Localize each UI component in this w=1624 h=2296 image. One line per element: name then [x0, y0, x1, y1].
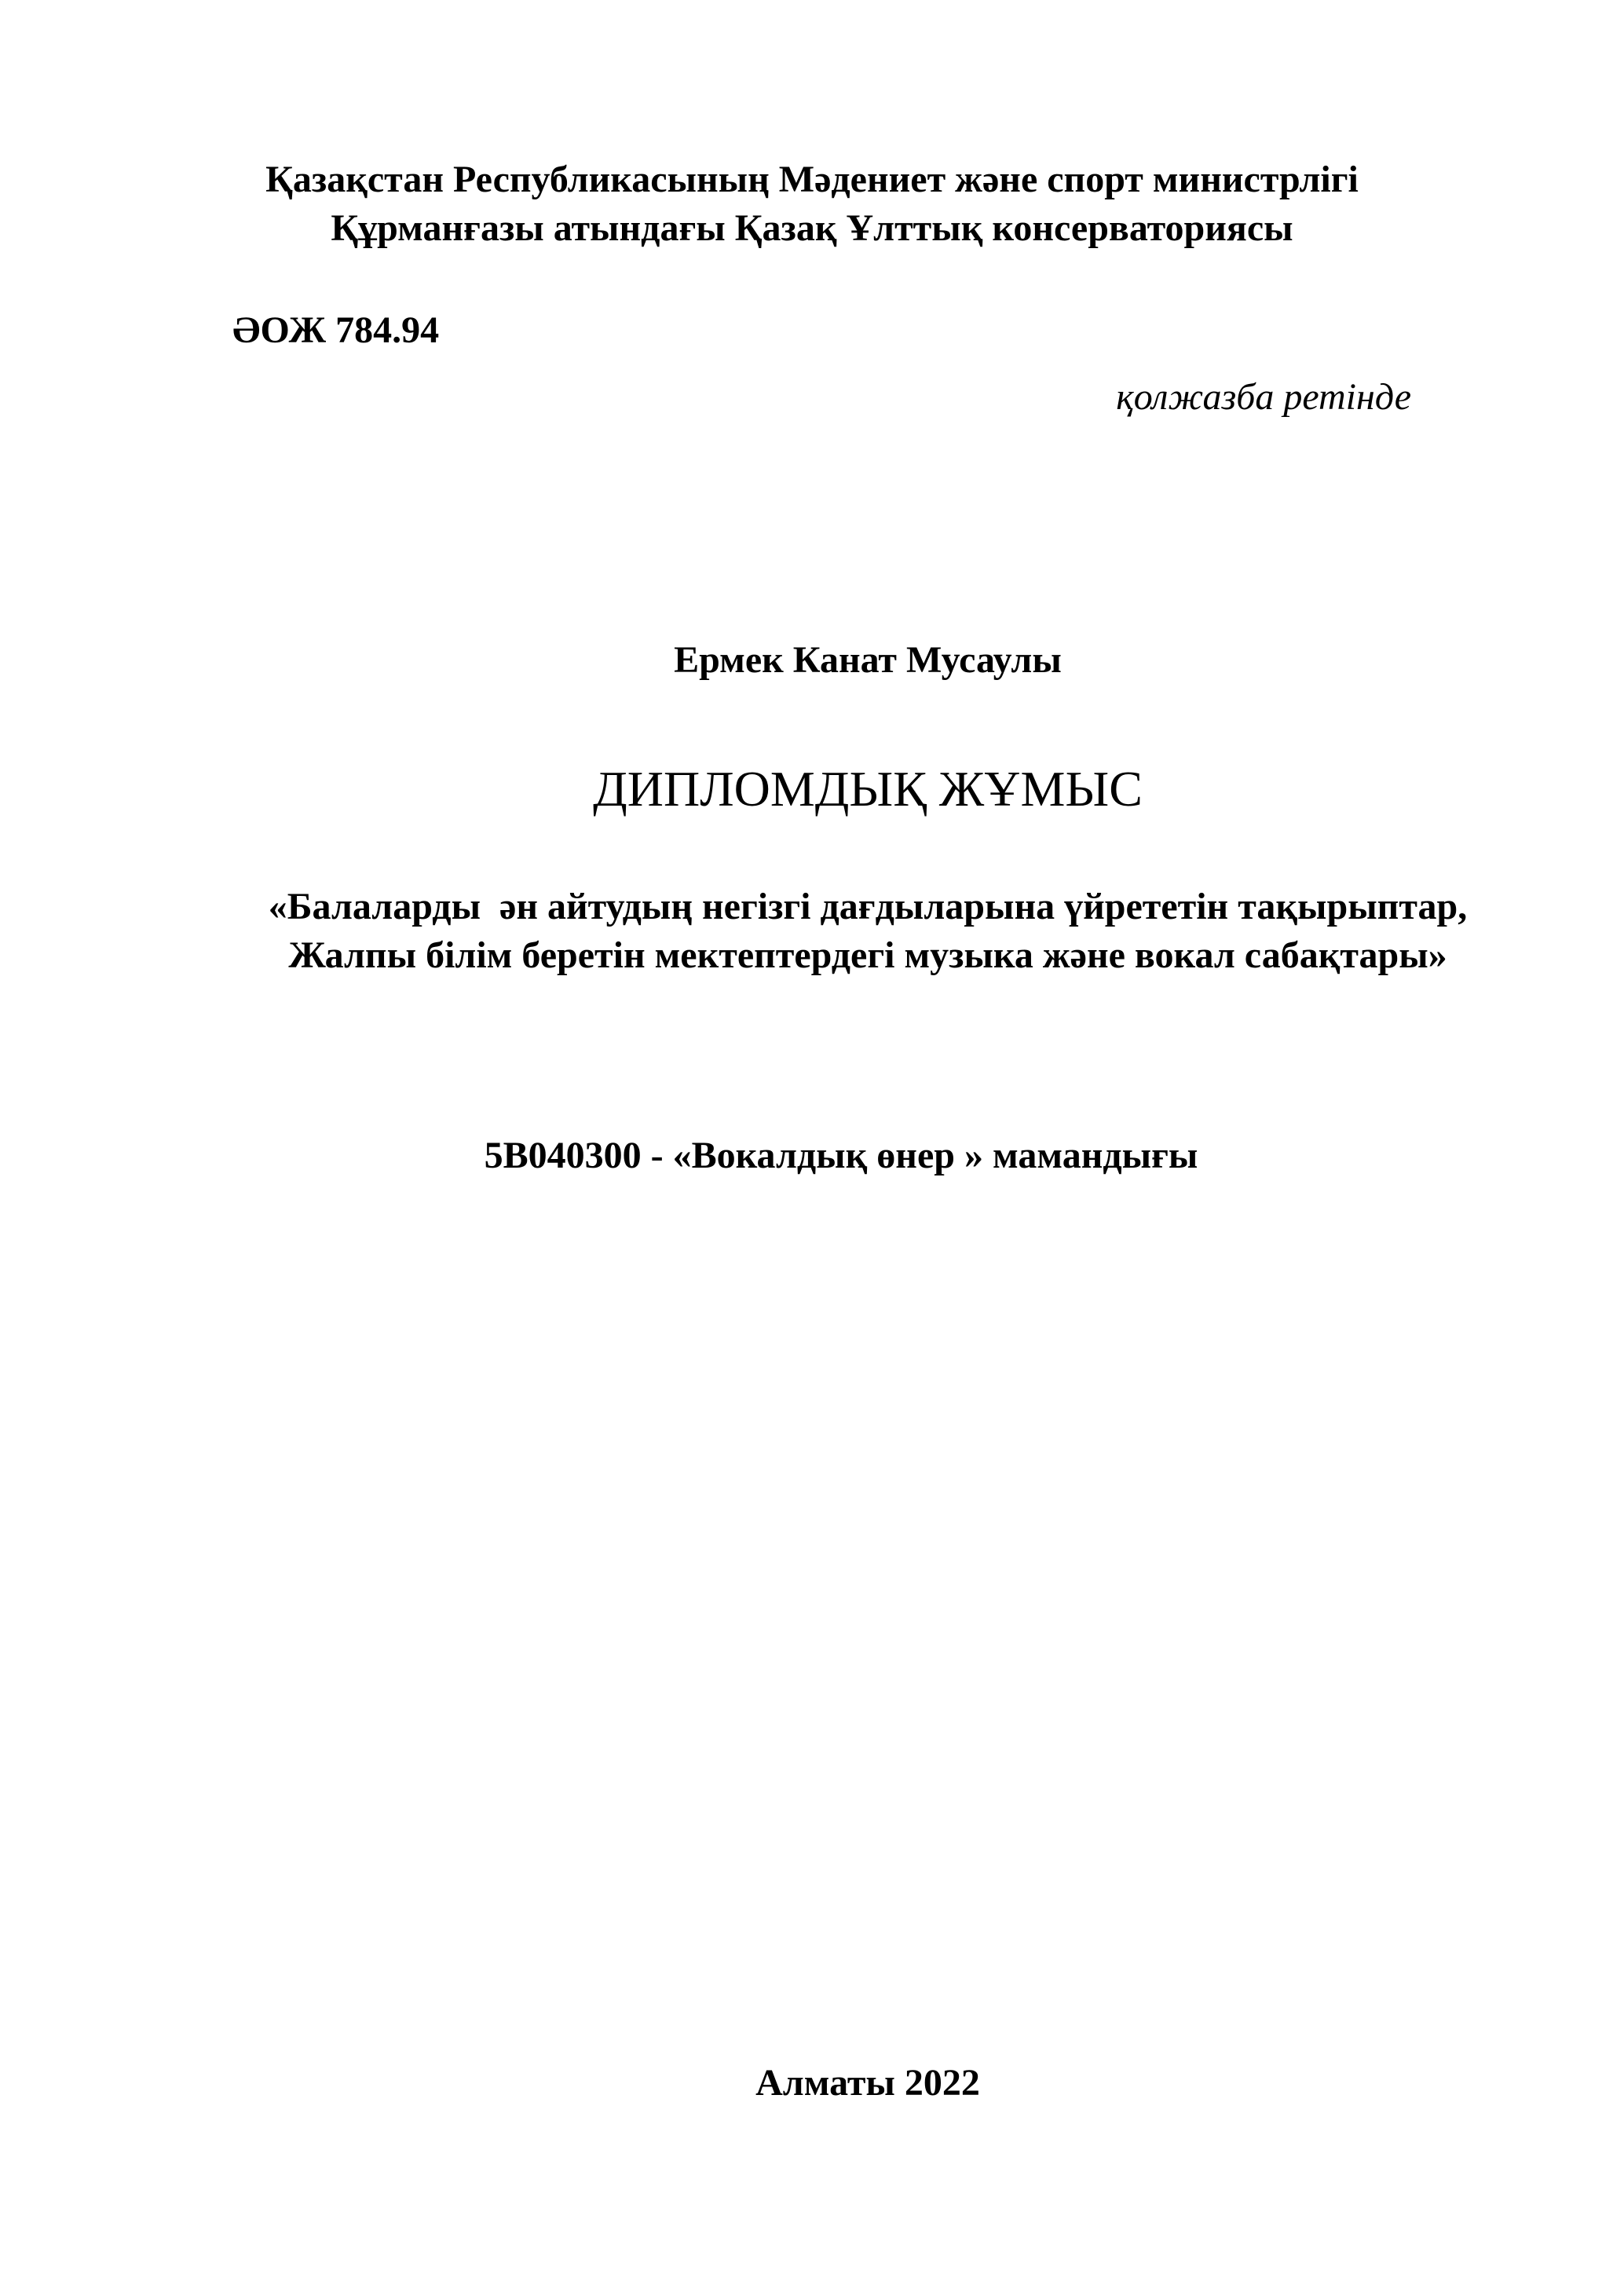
- specialty-line: 5B040300 - «Вокалдық өнер » мамандығы: [484, 1135, 1198, 1176]
- manuscript-note: қолжазба ретінде: [1116, 376, 1411, 418]
- author-name: Ермек Канат Мусаулы: [674, 639, 1062, 681]
- thesis-topic: [0, 883, 1624, 980]
- header-block: [0, 155, 1624, 253]
- city-year: Алматы 2022: [755, 2062, 980, 2104]
- institution-name: Құрманғазы атындағы Қазақ Ұлттық консерваториясы: [331, 207, 1293, 249]
- document-type-title: ДИПЛОМДЫҚ ЖҰМЫС: [593, 761, 1143, 817]
- ministry-name: Қазақстан Республикасының Мәдениет және спорт министрлігі: [265, 159, 1359, 200]
- udc-code: ӘОЖ 784.94: [232, 309, 440, 351]
- topic-line-2: Жалпы білім беретін мектептердегі музыка және вокал сабақтары»: [288, 934, 1447, 976]
- topic-line-1: «Балаларды ән айтудың негізгі дағдыларына үйрететін тақырыптар,: [268, 886, 1468, 927]
